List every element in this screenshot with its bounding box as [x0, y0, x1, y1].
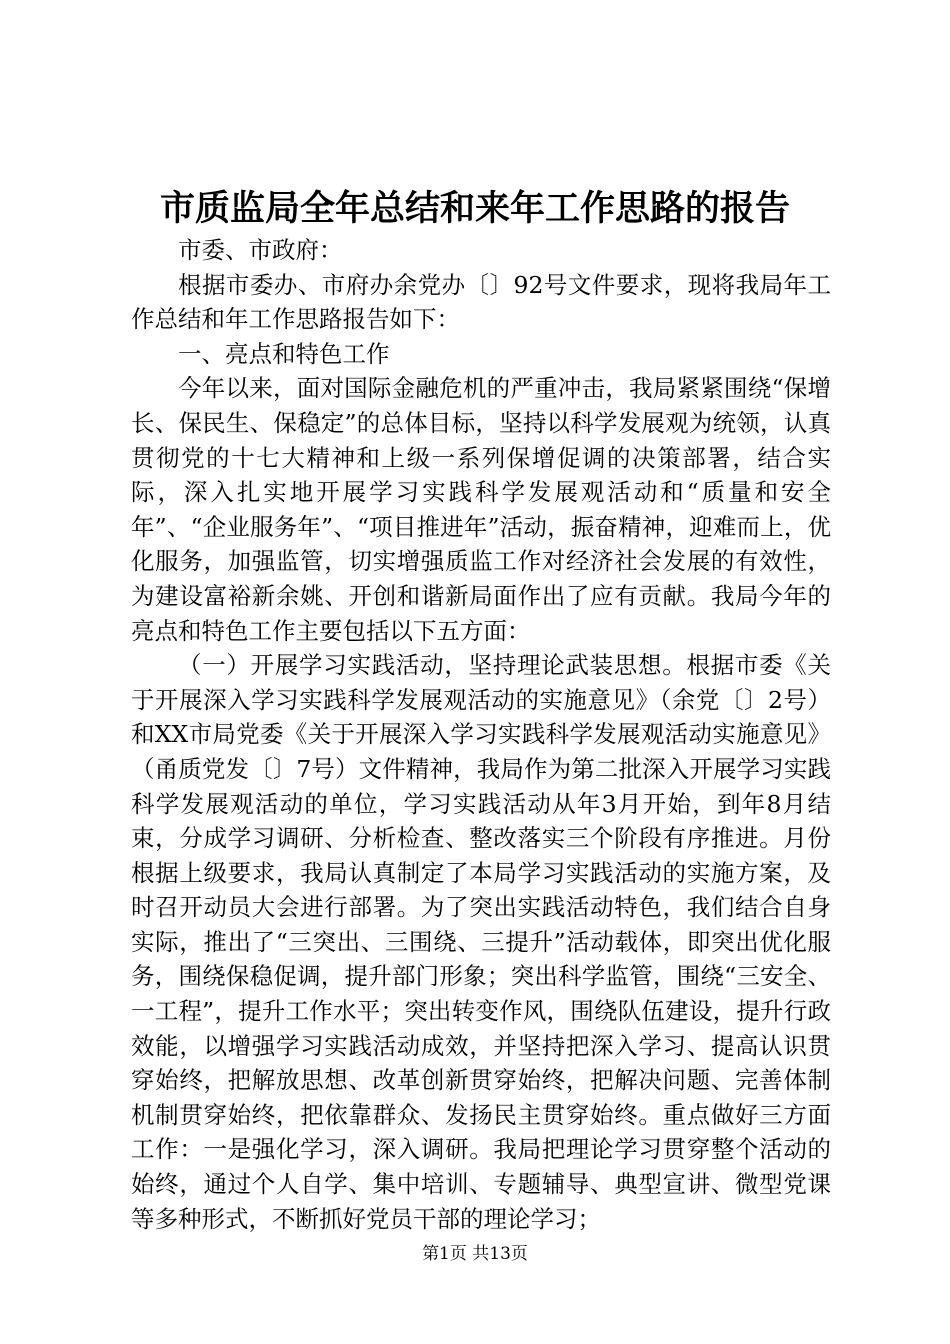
document-body	[131, 233, 831, 1236]
paragraph-item-1: （一）开展学习实践活动，坚持理论武装思想。根据市委《关于开展深入学习实践科学发展观活动的实施意见》（余党〔〕2号）和XX市局党委《关于开展深入学习实践科学发展观活动实施意见》（甬质党发〔〕7号）文件精神，我局作为第二批深入开展学习实践科学发展观活动的单位，学习实践活动从年3月开始，到年8月结束，分成学习调研、分析检查、整改落实三个阶段有序推进。月份根据上级要求，我局认真制定了本局学习实践活动的实施方案，及时召开动员大会进行部署。为了突出实践活动特色，我们结合自身实际，推出了“三突出、三围绕、三提升”活动载体，即突出优化服务，围绕保稳促调，提升部门形象；突出科学监管，围绕“三安全、一工程”，提升工作水平；突出转变作风，围绕队伍建设，提升行政效能，以增强学习实践活动成效，并坚持把深入学习、提高认识贯穿始终，把解放思想、改革创新贯穿始终，把解决问题、完善体制机制贯穿始终，把依靠群众、发扬民主贯穿始终。重点做好三方面工作：一是强化学习，深入调研。我局把理论学习贯穿整个活动的始终，通过个人自学、集中培训、专题辅导、典型宣讲、微型党课等多种形式，不断抓好党员干部的理论学习；	[131, 651, 831, 1233]
page-footer: 第1页 共13页	[422, 1244, 528, 1264]
paragraph-intro: 根据市委办、市府办余党办〔〕92号文件要求，现将我局年工作总结和年工作思路报告如下：	[131, 270, 831, 334]
section-heading: 一、亮点和特色工作	[178, 339, 390, 368]
document-title: 市质监局全年总结和来年工作思路的报告	[159, 188, 790, 229]
paragraph-overview: 今年以来，面对国际金融危机的严重冲击，我局紧紧围绕“保增长、保民生、保稳定”的总体目标，坚持以科学发展观为统领，认真贯彻党的十七大精神和上级一系列保增促调的决策部署，结合实际，深入扎实地开展学习实践科学发展观活动和“质量和安全年”、“企业服务年”、“项目推进年”活动，振奋精神，迎难而上，优化服务，加强监管，切实增强质监工作对经济社会发展的有效性，为建设富裕新余姚、开创和谐新局面作出了应有贡献。我局今年的亮点和特色工作主要包括以下五方面：	[131, 374, 831, 645]
salutation: 市委、市政府：	[178, 236, 343, 264]
